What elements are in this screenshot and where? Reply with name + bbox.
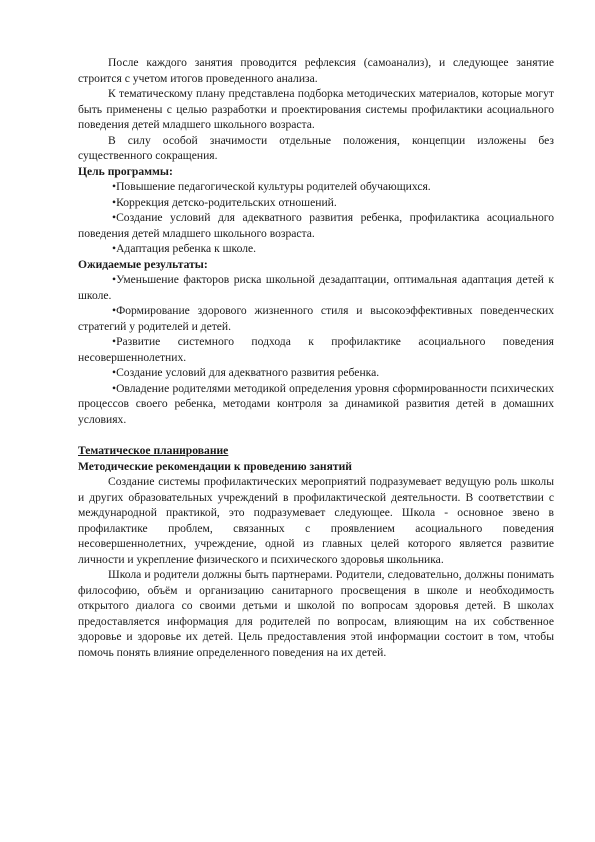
bullet-icon: • (112, 242, 117, 255)
paragraph-prevention-system: Создание системы профилактических мероприятий подразумевает ведущую роль школы и других образовательных учреждений в профилактической деятельности. В соответствии с международной практикой, это подразумевает следующее. Школа - основное звено в профилактике проблем, связанных с проявлением асоциального поведения несовершеннолетних, учреждение, одной из главных целей которого является развитие личности и укрепление физического и психического здоровья школьника. (78, 475, 554, 566)
results-heading: Ожидаемые результаты: (78, 257, 208, 271)
list-item: •Коррекция детско-родительских отношений. (112, 195, 337, 209)
bullet-icon: • (112, 381, 117, 395)
bullet-icon: • (112, 335, 117, 348)
list-item: •Создание условий для адекватного развития ребенка. (112, 366, 380, 379)
planning-subtitle: Методические рекомендации к проведению занятий (78, 459, 352, 473)
paragraph-significance: В силу особой значимости отдельные положения, концепции изложены без существенного сокращения. (78, 133, 554, 162)
bullet-icon: • (112, 195, 117, 209)
section-spacer (78, 427, 554, 443)
list-item: •Создание условий для адекватного развития ребенка, профилактика асоциального поведения детей младшего школьного возраста. (78, 211, 554, 240)
list-item: •Формирование здорового жизненного стиля и высокоэффективных поведенческих стратегий у родителей и детей. (78, 304, 554, 333)
goals-list (78, 179, 554, 257)
list-item: •Адаптация ребенка к школе. (112, 242, 257, 255)
list-item: •Повышение педагогической культуры родителей обучающихся. (112, 180, 431, 193)
list-item: •Развитие системного подхода к профилактике асоциального поведения несовершеннолетних. (78, 335, 554, 364)
paragraph-reflection: После каждого занятия проводится рефлексия (самоанализ), и следующее занятие строится с учетом итогов проведенного анализа. (78, 56, 554, 85)
bullet-icon: • (112, 211, 117, 224)
bullet-icon: • (112, 304, 117, 317)
paragraph-school-parents: Школа и родители должны быть партнерами. Родители, следовательно, должны понимать философию, объём и организацию санитарного просвещения в школе и необходимость открытого диалога со своими детьми и школой по вопросам здоровья детей. В школах предоставляется информация для родителей по вопросам, влияющим на их собственное здоровье и здоровье их детей. Цель предоставления этой информации состоит в том, чтобы помочь понять влияние определенного поведения на их детей. (78, 568, 554, 659)
bullet-icon: • (112, 366, 117, 379)
list-item: •Овладение родителями методикой определения уровня сформированности психических процессов своего ребенка, методами контроля за динамикой развития детей в домашних условиях. (78, 381, 554, 426)
paragraph-materials: К тематическому плану представлена подборка методических материалов, которые могут быть применены с целью разработки и проектирования системы профилактики асоциального поведения детей младшего школьного возраста. (78, 87, 554, 131)
bullet-icon: • (112, 180, 117, 193)
planning-title: Тематическое планирование (78, 444, 229, 457)
bullet-icon: • (112, 273, 117, 286)
results-list (78, 272, 554, 427)
goals-heading: Цель программы: (78, 164, 173, 178)
text-column (78, 55, 554, 660)
list-item: •Уменьшение факторов риска школьной дезадаптации, оптимальная адаптация детей к школе. (78, 273, 554, 302)
